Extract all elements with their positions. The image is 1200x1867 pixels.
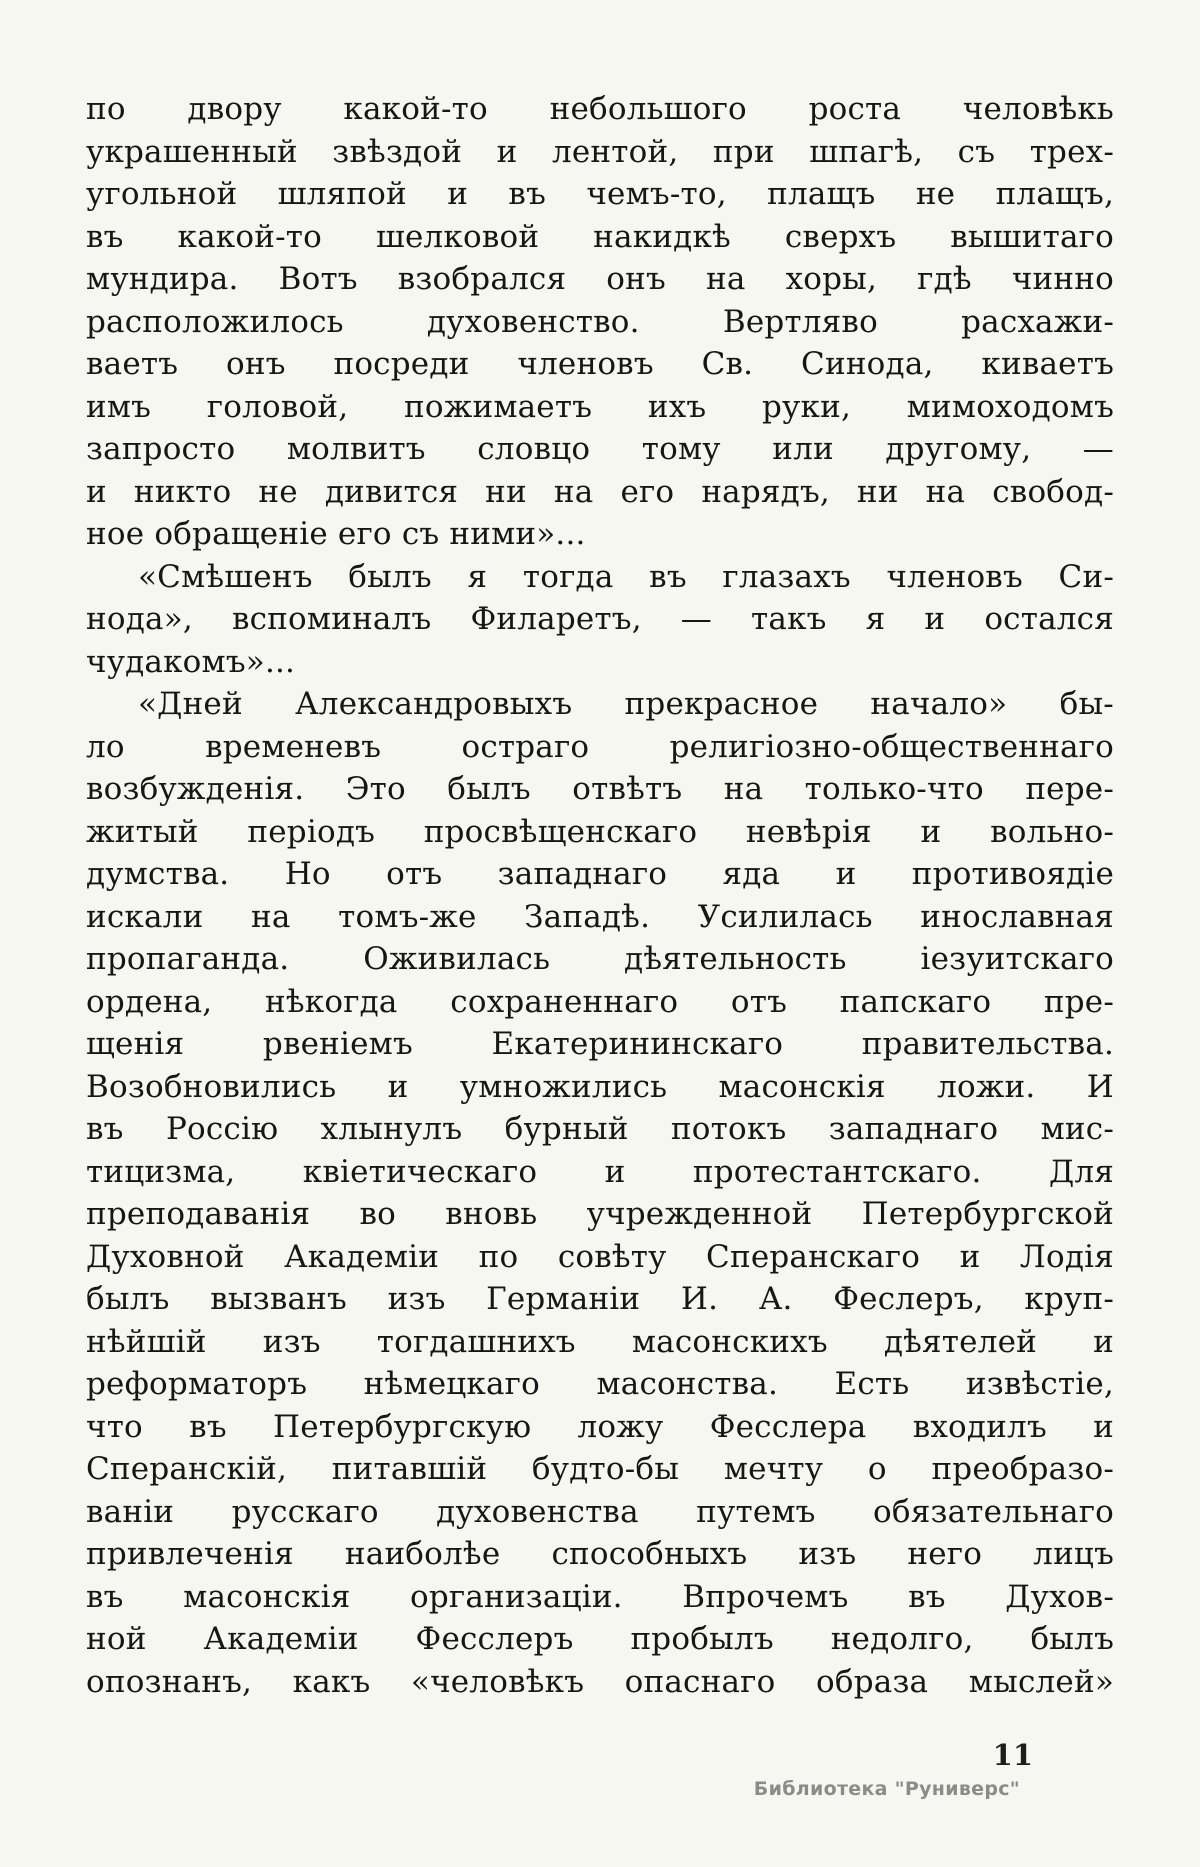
text-line: запросто молвитъ словцо тому или другому, —: [86, 431, 1114, 467]
text-line: ваетъ онъ посреди членовъ Св. Синода, киваетъ: [86, 346, 1114, 382]
page-number: 11: [992, 1738, 1033, 1772]
text-line: былъ вызванъ изъ Германіи И. А. Феслеръ, круп-: [86, 1281, 1114, 1317]
text-line: ваніи русскаго духовенства путемъ обязательнаго: [86, 1493, 1114, 1530]
text-line: «Смѣшенъ былъ я тогда въ глазахъ членовъ Си-: [138, 558, 1114, 595]
text-line: расположилось духовенство. Вертляво расхажи-: [86, 303, 1114, 340]
text-line: пропаганда. Оживилась дѣятельность іезуитскаго: [86, 941, 1114, 977]
text-line: и никто не дивится ни на его нарядъ, ни на свобод-: [86, 473, 1114, 510]
text-line: въ масонскія организаціи. Впрочемъ въ Духов-: [86, 1578, 1114, 1615]
text-line: реформаторъ нѣмецкаго масонства. Есть извѣстіе,: [86, 1366, 1114, 1402]
watermark-label: Библиотека "Руниверс": [753, 1778, 1020, 1800]
text-line: что въ Петербургскую ложу Фесслера входилъ и: [86, 1408, 1114, 1445]
text-line: Возобновились и умножились масонскія ложи. И: [86, 1068, 1114, 1105]
text-line: щенія рвеніемъ Екатерининскаго правительства.: [86, 1026, 1114, 1062]
text-line: опознанъ, какъ «человѣкъ опаснаго образа мыслей»: [86, 1663, 1114, 1700]
text-line: ное обращеніе его съ ними»...: [86, 516, 586, 552]
text-line: тицизма, квіетическаго и протестантскаго. Для: [86, 1153, 1114, 1190]
text-line: «Дней Александровыхъ прекрасное начало» бы-: [138, 686, 1114, 722]
text-line: угольной шляпой и въ чемъ-то, плащъ не плащъ,: [86, 176, 1114, 212]
text-line: нода», вспоминалъ Филаретъ, — такъ я и остался: [86, 601, 1114, 637]
text-line: украшенный звѣздой и лентой, при шпагѣ, съ трех-: [86, 133, 1114, 170]
text-line: чудакомъ»...: [86, 643, 296, 680]
text-line: возбужденія. Это былъ отвѣтъ на только-что пере-: [86, 771, 1114, 807]
text-line: ордена, нѣкогда сохраненнаго отъ папскаго пре-: [86, 983, 1114, 1020]
text-line: имъ головой, пожимаетъ ихъ руки, мимоходомъ: [86, 388, 1114, 425]
text-line: Сперанскій, питавшій будто-бы мечту о преобразо-: [86, 1451, 1114, 1487]
text-line: думства. Но отъ западнаго яда и противоядіе: [86, 856, 1114, 892]
text-line: мундира. Вотъ взобрался онъ на хоры, гдѣ чинно: [86, 261, 1114, 297]
text-line: ло временевъ остраго религіозно-общественнаго: [86, 728, 1114, 765]
text-line: нѣйшій изъ тогдашнихъ масонскихъ дѣятелей и: [86, 1323, 1114, 1360]
text-line: искали на томъ-же Западѣ. Усилилась инославная: [86, 898, 1114, 935]
text-line: ной Академіи Фесслеръ пробылъ недолго, былъ: [86, 1621, 1114, 1657]
text-line: въ Россію хлынулъ бурный потокъ западнаго мис-: [86, 1111, 1114, 1147]
text-line: преподаванія во вновь учрежденной Петербургской: [86, 1196, 1114, 1232]
text-line: Духовной Академіи по совѣту Сперанскаго и Лодія: [86, 1238, 1114, 1275]
text-line: привлеченія наиболѣе способныхъ изъ него лицъ: [86, 1536, 1114, 1572]
text-line: житый періодъ просвѣщенскаго невѣрія и вольно-: [86, 813, 1114, 850]
text-block: [86, 88, 1114, 1703]
text-line: по двору какой-то небольшого роста человѣкь: [86, 91, 1114, 127]
text-line: въ какой-то шелковой накидкѣ сверхъ вышитаго: [86, 218, 1114, 255]
